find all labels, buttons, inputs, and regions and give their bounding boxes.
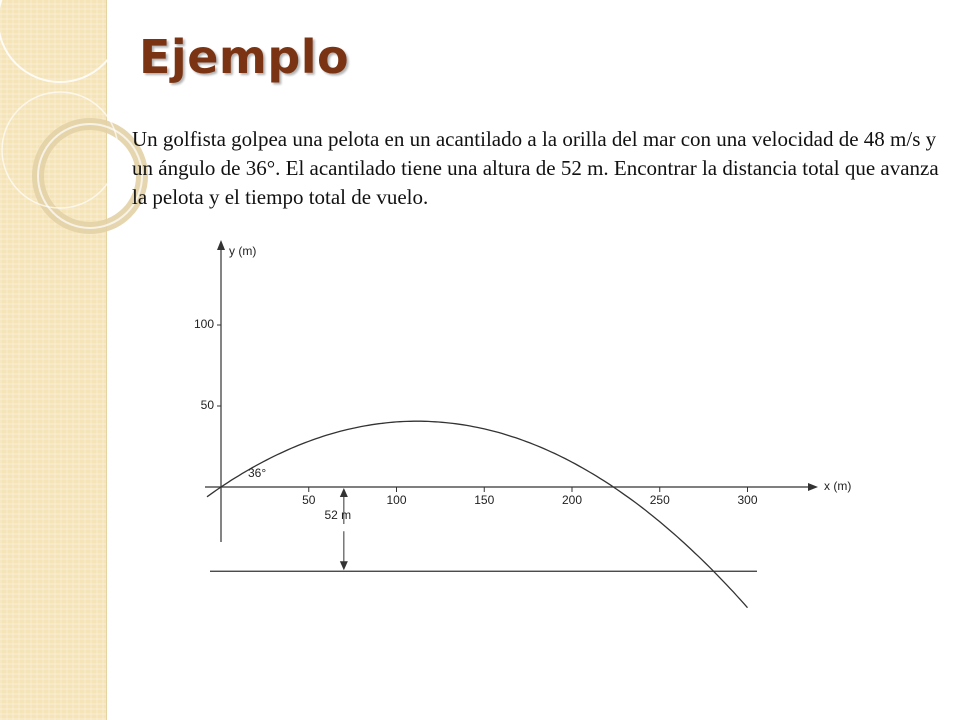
- x-tick-label: 300: [737, 493, 758, 507]
- y-ticks: [194, 317, 221, 412]
- angle-label: 36°: [248, 466, 267, 480]
- x-axis-label: x (m): [824, 479, 852, 494]
- y-axis-arrowhead: [217, 240, 225, 250]
- x-tick-label: 100: [386, 493, 407, 507]
- x-tick-label: 150: [474, 493, 495, 507]
- trajectory-curve: [207, 421, 748, 608]
- cliff-height-arrowhead-up: [340, 488, 348, 497]
- cliff-height-label: 52 m: [324, 508, 352, 523]
- cliff-height-arrowhead-down: [340, 561, 348, 570]
- x-tick-label: 50: [302, 493, 316, 507]
- x-tick-label: 200: [561, 493, 583, 507]
- x-tick-label: 250: [649, 493, 670, 507]
- y-axis-label: y (m): [229, 244, 257, 259]
- problem-statement: Un golfista golpea una pelota en un acantilado a la orilla del mar con una velocidad de 48 m/s y un ángulo de 36°. El acantilado tiene una altura de 52 m. Encontrar la distancia total que avanza la pelota y el tiempo total de vuelo.: [132, 127, 939, 209]
- slide-title: Ejemplo: [139, 30, 350, 84]
- x-ticks: [302, 487, 758, 507]
- y-tick-label: 50: [200, 398, 214, 413]
- x-axis-arrowhead: [808, 483, 818, 491]
- y-tick-label: 100: [193, 317, 214, 332]
